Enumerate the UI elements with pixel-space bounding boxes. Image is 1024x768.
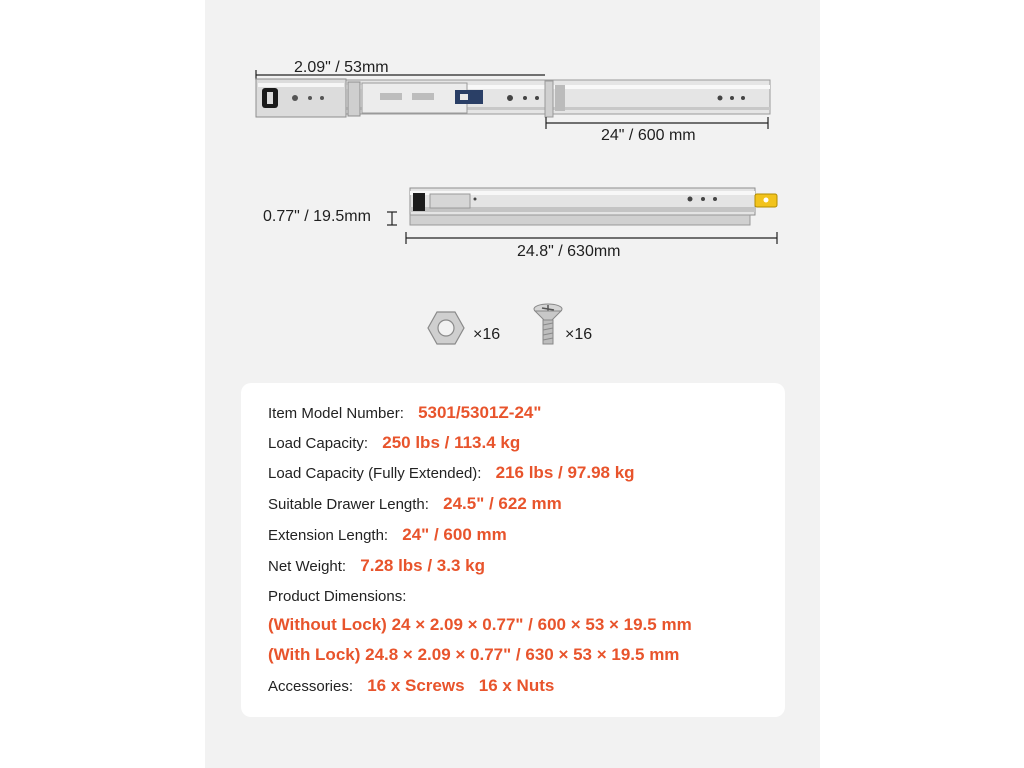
spec-net-weight-label: Net Weight: bbox=[268, 558, 347, 575]
spec-load bbox=[268, 433, 520, 453]
spec-accessories bbox=[268, 676, 554, 696]
spec-model-value: 5301/5301Z-24" bbox=[418, 403, 542, 422]
screw-count: ×16 bbox=[565, 326, 593, 343]
spec-drawer-length-label: Suitable Drawer Length: bbox=[268, 496, 429, 513]
width-dimension-label: 2.09" / 53mm bbox=[294, 59, 389, 76]
without-lock-value: 24 × 2.09 × 0.77" / 600 × 53 × 19.5 mm bbox=[391, 615, 692, 634]
spec-accessories-label: Accessories: bbox=[268, 678, 354, 695]
spec-extension-length-value: 24" / 600 mm bbox=[402, 525, 507, 544]
spec-net-weight-value: 7.28 lbs / 3.3 kg bbox=[360, 556, 486, 575]
spec-dimensions-without-lock bbox=[268, 615, 692, 635]
spec-model-label: Item Model Number: bbox=[268, 405, 404, 422]
spec-load-extended-label: Load Capacity (Fully Extended): bbox=[268, 465, 482, 482]
spec-load-extended bbox=[268, 463, 635, 483]
spec-dimensions-label: Product Dimensions: bbox=[268, 588, 407, 605]
height-dimension-label: 0.77" / 19.5mm bbox=[263, 208, 371, 225]
spec-load-value: 250 lbs / 113.4 kg bbox=[382, 433, 521, 452]
spec-drawer-length bbox=[268, 494, 562, 514]
spec-load-extended-value: 216 lbs / 97.98 kg bbox=[495, 463, 635, 482]
specifications-card bbox=[241, 383, 785, 717]
with-lock-value: 24.8 × 2.09 × 0.77" / 630 × 53 × 19.5 mm bbox=[365, 645, 680, 664]
spec-net-weight bbox=[268, 556, 485, 576]
without-lock-prefix: (Without Lock) bbox=[268, 615, 387, 634]
spec-drawer-length-value: 24.5" / 622 mm bbox=[443, 494, 562, 513]
spec-dimensions-with-lock bbox=[268, 645, 679, 665]
nut-count: ×16 bbox=[473, 326, 501, 343]
with-lock-prefix: (With Lock) bbox=[268, 645, 361, 664]
hex-nut-icon bbox=[427, 310, 465, 346]
spec-load-label: Load Capacity: bbox=[268, 435, 369, 452]
extension-dimension-label: 24" / 600 mm bbox=[601, 127, 696, 144]
screw-icon bbox=[532, 302, 564, 346]
slide-side-view-image bbox=[385, 185, 785, 245]
spec-extension-length-label: Extension Length: bbox=[268, 527, 389, 544]
spec-screws-value: 16 x Screws bbox=[367, 676, 465, 695]
spec-extension-length bbox=[268, 525, 507, 545]
spec-model bbox=[268, 403, 541, 423]
length-dimension-label: 24.8" / 630mm bbox=[517, 243, 621, 260]
spec-nuts-value: 16 x Nuts bbox=[478, 676, 555, 695]
